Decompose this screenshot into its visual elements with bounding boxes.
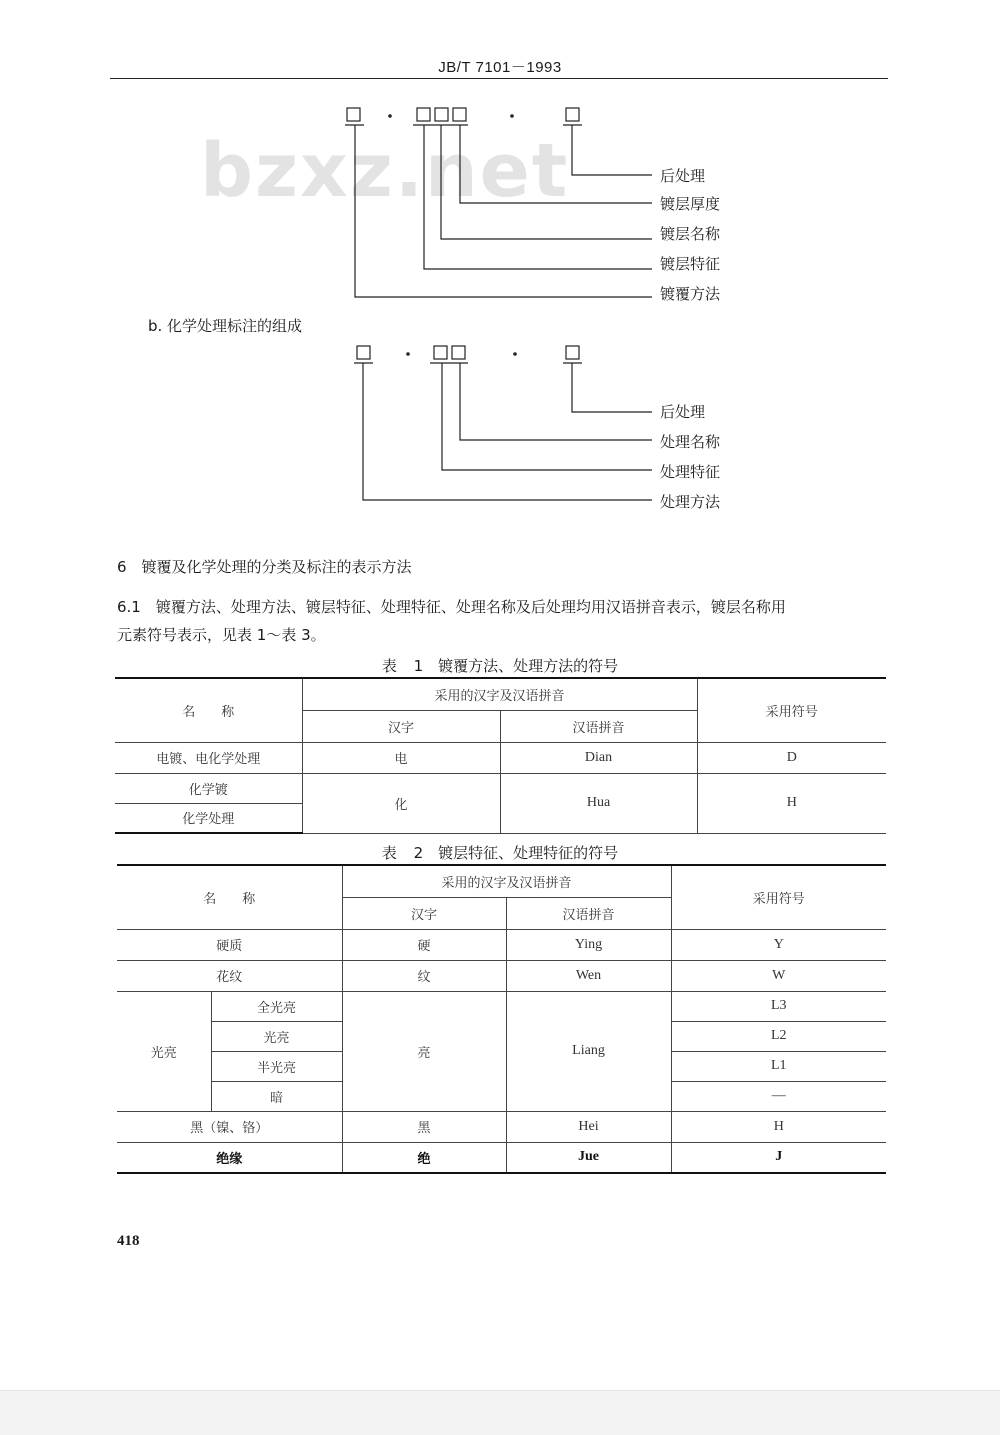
cell-name: 花纹 bbox=[117, 960, 342, 991]
table2 bbox=[117, 864, 886, 1174]
cell-pinyin: Ying bbox=[506, 929, 671, 960]
cell-hanzi: 绝 bbox=[342, 1142, 506, 1173]
section-6-title: 6 镀覆及化学处理的分类及标注的表示方法 bbox=[117, 558, 412, 576]
document-code: JB/T 7101－1993 bbox=[438, 59, 562, 76]
table-row bbox=[115, 742, 886, 773]
box-feature bbox=[417, 108, 430, 121]
cell-symbol: H bbox=[697, 773, 886, 833]
label-coating-thickness: 镀层厚度 bbox=[660, 195, 721, 213]
table2-caption: 表 2 镀层特征、处理特征的符号 bbox=[381, 844, 619, 862]
watermark-text: bzxz.net bbox=[200, 128, 570, 214]
box-feature bbox=[434, 346, 447, 359]
label-treatment-feature: 处理特征 bbox=[660, 463, 721, 481]
th-pinyin: 汉语拼音 bbox=[500, 710, 697, 742]
cell-symbol: L1 bbox=[671, 1051, 886, 1081]
label-coating-name: 镀层名称 bbox=[660, 225, 721, 243]
cell-symbol: W bbox=[671, 960, 886, 991]
section-b-title: b. 化学处理标注的组成 bbox=[148, 317, 303, 335]
cell-pinyin: Wen bbox=[506, 960, 671, 991]
label-treatment-method: 处理方法 bbox=[660, 493, 721, 511]
cell-symbol: — bbox=[671, 1081, 886, 1111]
cell-pinyin: Jue bbox=[506, 1142, 671, 1173]
cell-hanzi: 纹 bbox=[342, 960, 506, 991]
viewer-bottom-bar bbox=[0, 1390, 1000, 1435]
th-hanzi: 汉字 bbox=[302, 710, 500, 742]
diagram-plating-designation bbox=[0, 0, 1000, 320]
cell-hanzi: 电 bbox=[302, 742, 500, 773]
cell-subname: 半光亮 bbox=[211, 1051, 342, 1081]
table1-caption: 表 1 镀覆方法、处理方法的符号 bbox=[381, 657, 619, 675]
cell-hanzi: 黑 bbox=[342, 1111, 506, 1142]
cell-subname: 暗 bbox=[211, 1081, 342, 1111]
label-post-treatment: 后处理 bbox=[660, 403, 706, 421]
th-name: 名 称 bbox=[117, 865, 342, 929]
table-row bbox=[115, 773, 886, 803]
box-post bbox=[566, 346, 579, 359]
table-row bbox=[117, 960, 886, 991]
label-post-treatment: 后处理 bbox=[660, 167, 706, 185]
cell-pinyin: Liang bbox=[506, 991, 671, 1111]
table-row bbox=[117, 1111, 886, 1142]
table-row bbox=[117, 991, 886, 1021]
cell-symbol: D bbox=[697, 742, 886, 773]
th-symbol: 采用符号 bbox=[697, 678, 886, 742]
cell-symbol: H bbox=[671, 1111, 886, 1142]
cell-symbol: Y bbox=[671, 929, 886, 960]
cell-hanzi: 化 bbox=[302, 773, 500, 833]
box-name bbox=[435, 108, 448, 121]
cell-name: 化学镀 bbox=[115, 773, 302, 803]
table-row bbox=[117, 1142, 886, 1173]
table1 bbox=[115, 677, 886, 834]
th-pinyin: 汉语拼音 bbox=[506, 897, 671, 929]
page-number: 418 bbox=[117, 1233, 140, 1249]
box-thickness bbox=[453, 108, 466, 121]
table-row bbox=[117, 929, 886, 960]
th-name: 名 称 bbox=[115, 678, 302, 742]
label-treatment-name: 处理名称 bbox=[660, 433, 721, 451]
cell-hanzi: 亮 bbox=[342, 991, 506, 1111]
cell-subname: 全光亮 bbox=[211, 991, 342, 1021]
cell-pinyin: Hua bbox=[500, 773, 697, 833]
box-method bbox=[357, 346, 370, 359]
cell-name: 化学处理 bbox=[115, 803, 302, 833]
cell-name: 绝缘 bbox=[117, 1142, 342, 1173]
box-method bbox=[347, 108, 360, 121]
th-hanzi: 汉字 bbox=[342, 897, 506, 929]
cell-subname: 光亮 bbox=[211, 1021, 342, 1051]
cell-group-name: 光亮 bbox=[117, 991, 211, 1111]
cell-name: 黑（镍、铬） bbox=[117, 1111, 342, 1142]
cell-pinyin: Hei bbox=[506, 1111, 671, 1142]
para-6-1-line1: 6.1 镀覆方法、处理方法、镀层特征、处理特征、处理名称及后处理均用汉语拼音表示，镀层名称用 bbox=[117, 598, 786, 616]
cell-pinyin: Dian bbox=[500, 742, 697, 773]
cell-name: 硬质 bbox=[117, 929, 342, 960]
th-group: 采用的汉字及汉语拼音 bbox=[342, 865, 671, 897]
cell-symbol: L3 bbox=[671, 991, 886, 1021]
diagram-chemical-designation bbox=[0, 330, 1000, 520]
th-group: 采用的汉字及汉语拼音 bbox=[302, 678, 697, 710]
label-plating-method: 镀覆方法 bbox=[660, 285, 721, 303]
cell-name: 电镀、电化学处理 bbox=[115, 742, 302, 773]
para-6-1-line2: 元素符号表示，见表 1～表 3。 bbox=[117, 626, 326, 644]
cell-symbol: L2 bbox=[671, 1021, 886, 1051]
label-coating-feature: 镀层特征 bbox=[660, 255, 721, 273]
th-symbol: 采用符号 bbox=[671, 865, 886, 929]
cell-symbol: J bbox=[671, 1142, 886, 1173]
box-post bbox=[566, 108, 579, 121]
box-name bbox=[452, 346, 465, 359]
cell-hanzi: 硬 bbox=[342, 929, 506, 960]
